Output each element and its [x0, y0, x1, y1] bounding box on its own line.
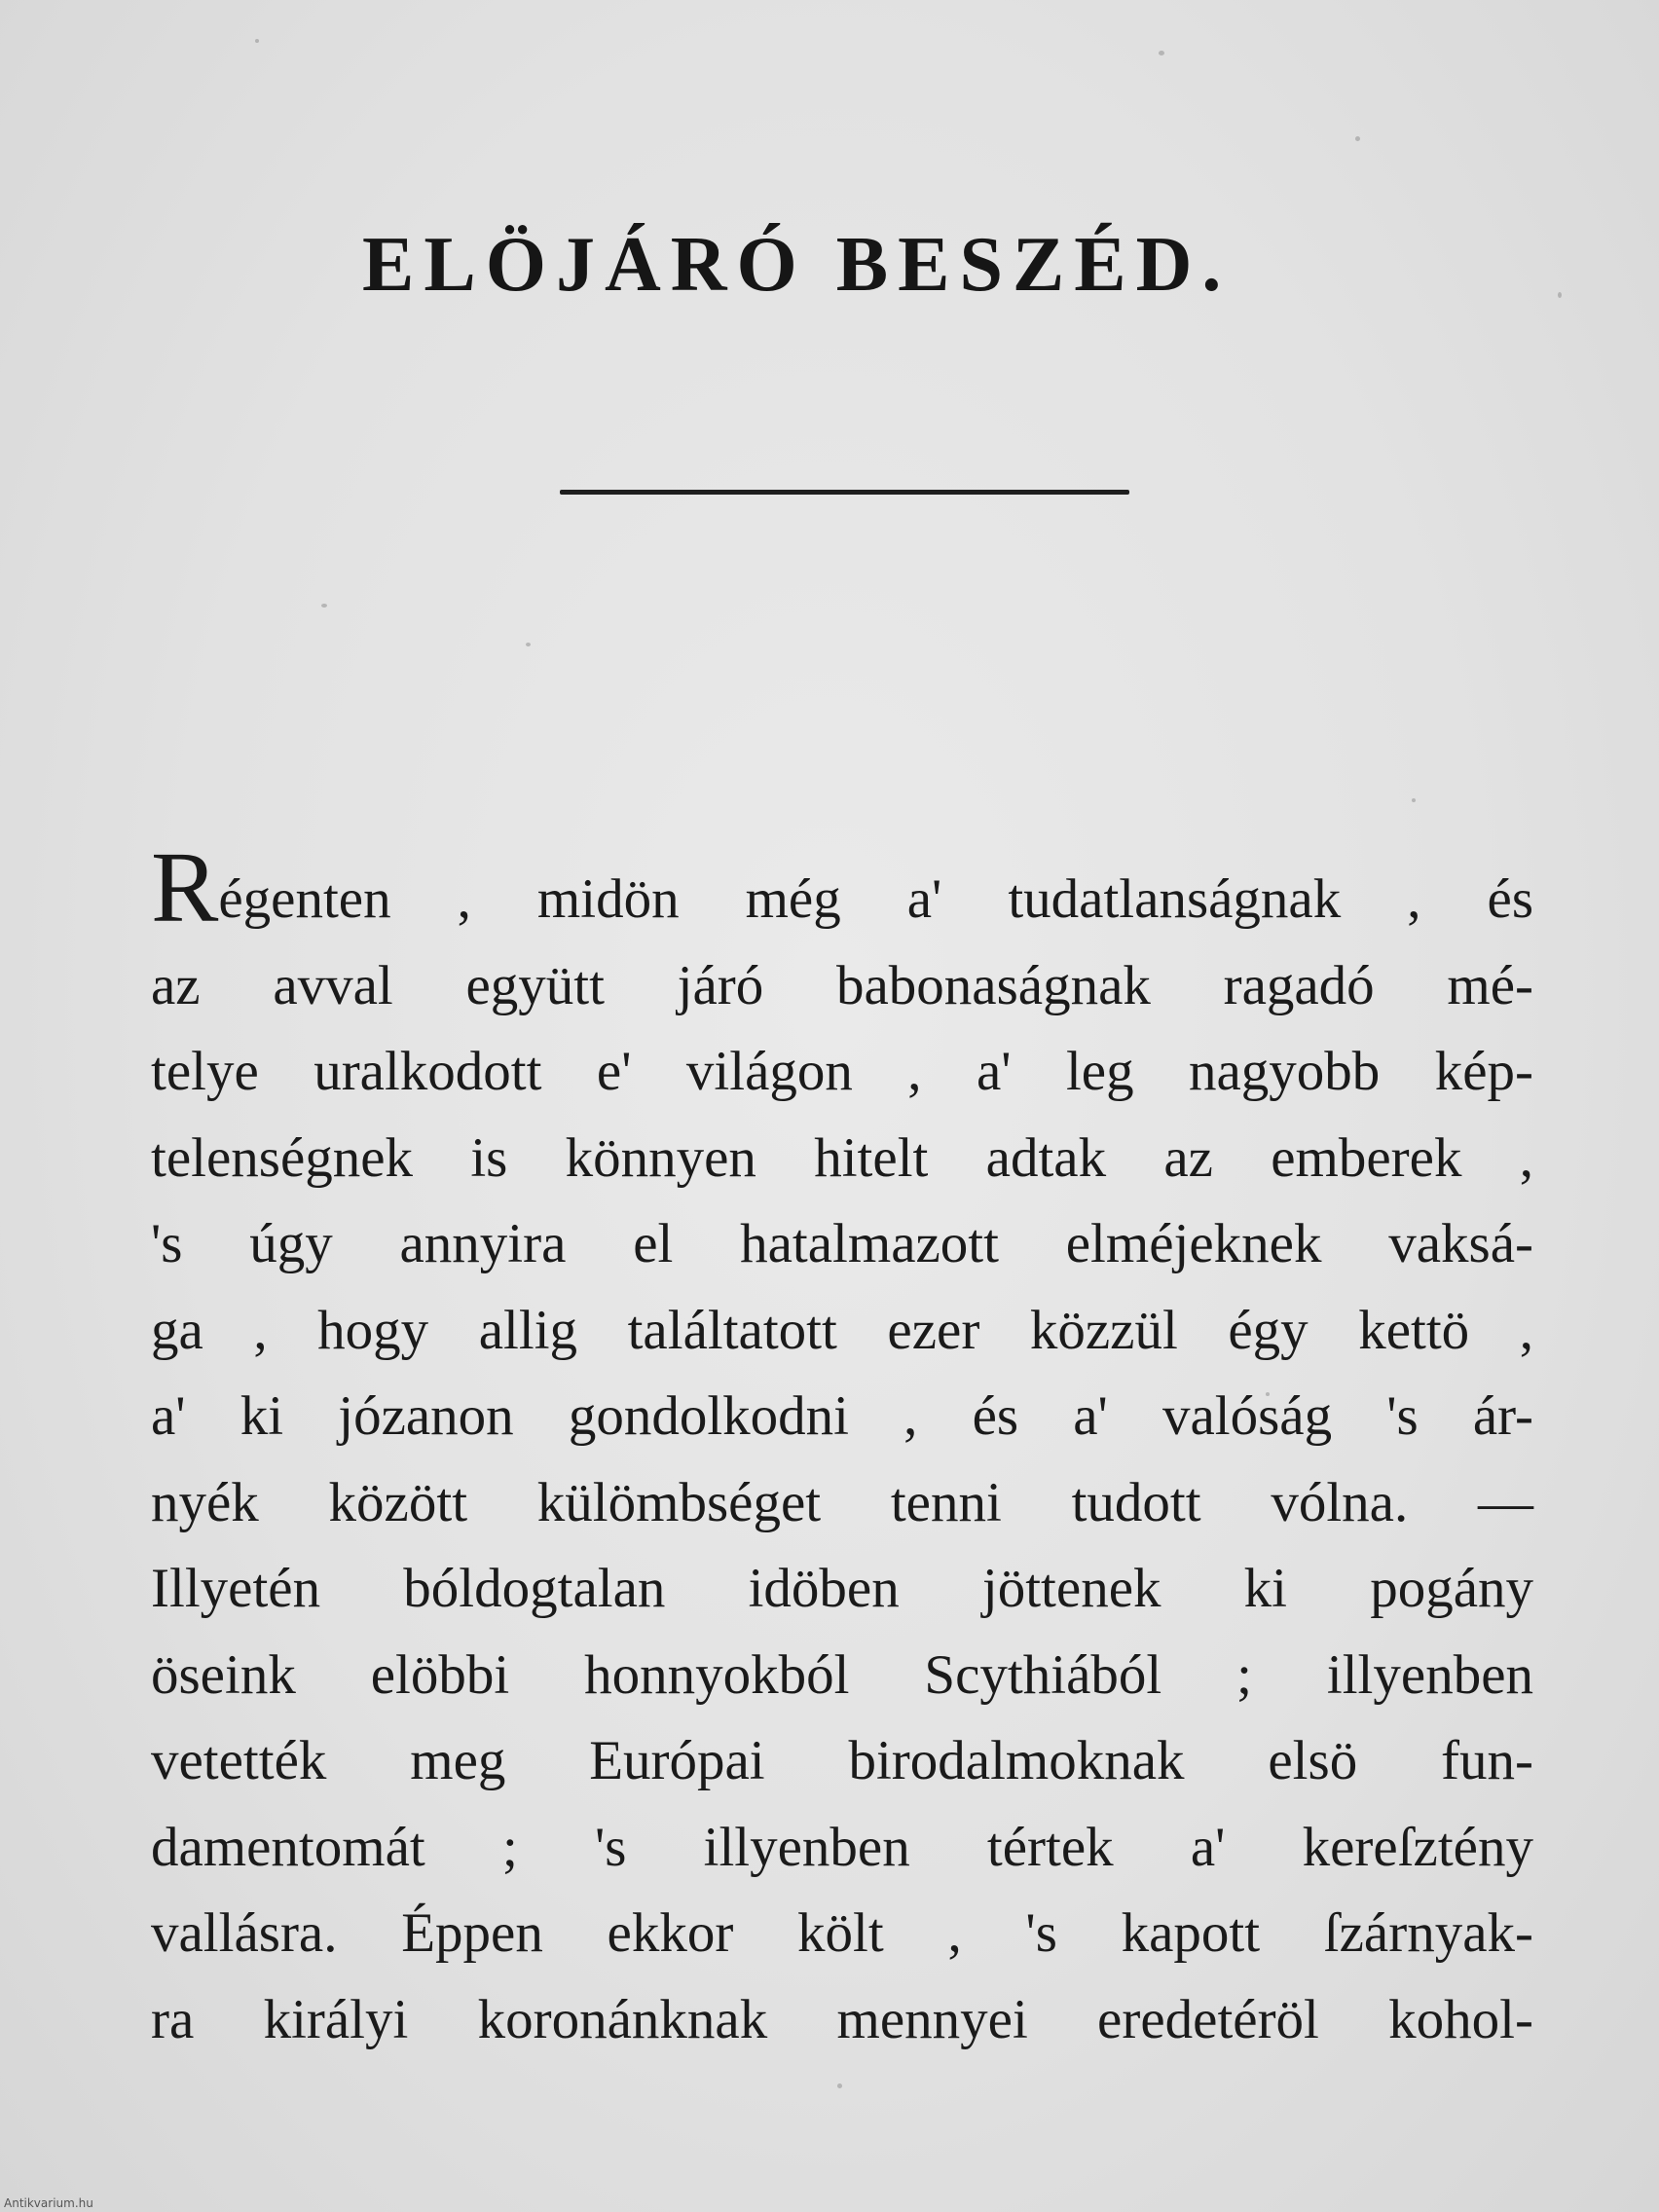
- paper-speck: [255, 39, 259, 43]
- text-line: nyék között külömbséget tenni tudott vólna. —: [151, 1471, 1533, 1533]
- text-line: öseink elöbbi honnyokból Scythiából ; illyenben: [151, 1643, 1533, 1706]
- text-line: telye uralkodott e' világon , a' leg nagyobb kép-: [151, 1041, 1533, 1102]
- first-line-text: égenten , midön még a' tudatlanságnak , és: [218, 868, 1533, 930]
- paper-speck: [321, 604, 327, 608]
- paper-speck: [1558, 292, 1562, 298]
- text-line: ga , hogy allig találtatott ezer közzül égy kettö ,: [151, 1299, 1533, 1361]
- text-line: [151, 831, 1533, 943]
- body-paragraph: [151, 831, 1533, 2063]
- text-line: damentomát ; 's illyenben tértek a' kereſztény: [151, 1816, 1533, 1878]
- paper-speck: [1159, 51, 1164, 55]
- text-line: ra királyi koronánknak mennyei eredetéröl kohol-: [151, 1988, 1533, 2050]
- paper-speck: [526, 643, 531, 646]
- text-line: a' ki józanon gondolkodni , és a' valóság 's ár-: [151, 1385, 1533, 1447]
- text-line: telenségnek is könnyen hitelt adtak az emberek ,: [151, 1126, 1533, 1189]
- drop-cap: R: [151, 831, 219, 943]
- text-line: vallásra. Éppen ekkor költ , 's kapott ſzárnyak-: [151, 1902, 1533, 1964]
- paper-speck: [837, 2083, 842, 2088]
- paper-speck: [1355, 136, 1360, 141]
- text-line: vetették meg Európai birodalmoknak elsö fun-: [151, 1730, 1533, 1791]
- text-line: Illyetén bóldogtalan idöben jöttenek ki pogány: [151, 1558, 1533, 1619]
- text-line: az avval együtt járó babonaságnak ragadó mé-: [151, 954, 1533, 1016]
- page-title: ELÖJÁRÓ BESZÉD.: [362, 222, 1232, 308]
- title-divider: [560, 490, 1129, 495]
- watermark: Antikvarium.hu: [4, 2196, 93, 2210]
- text-line: 's úgy annyira el hatalmazott elméjeknek vaksá-: [151, 1213, 1533, 1274]
- paper-speck: [1412, 798, 1416, 802]
